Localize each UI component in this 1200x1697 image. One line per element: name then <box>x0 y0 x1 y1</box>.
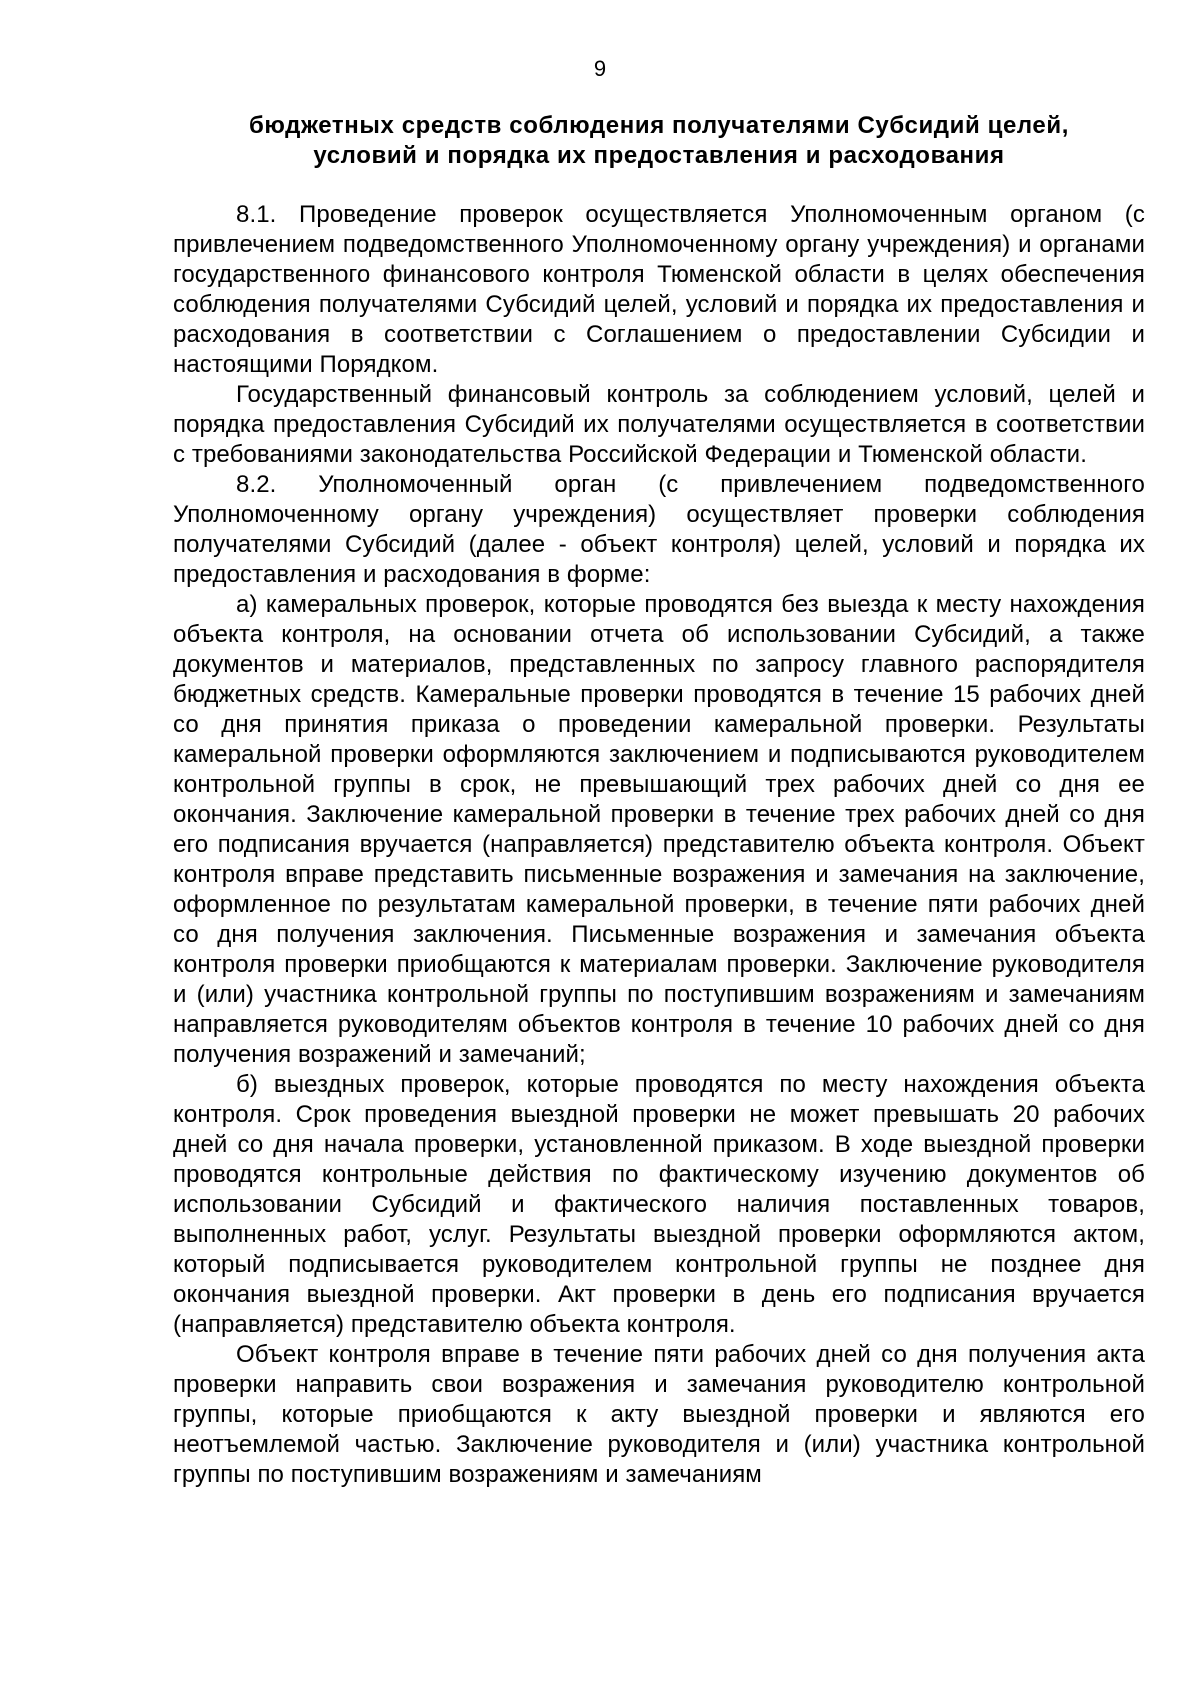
paragraph-desk-audits: а) камеральных проверок, которые проводятся без выезда к месту нахождения объекта контроля, на основании отчета об использовании Субсидий, а также документов и материалов, представленных по запросу главного распорядителя бюджетных средств. Камеральные проверки проводятся в течение 15 рабочих дней со дня принятия приказа о проведении камеральной проверки. Результаты камеральной проверки оформляются заключением и подписываются руководителем контрольной группы в срок, не превышающий трех рабочих дней со дня ее окончания. Заключение камеральной проверки в течение трех рабочих дней со дня его подписания вручается (направляется) представителю объекта контроля. Объект контроля вправе представить письменные возражения и замечания на заключение, оформленное по результатам камеральной проверки, в течение пяти рабочих дней со дня получения заключения. Письменные возражения и замечания объекта контроля проверки приобщаются к материалам проверки. Заключение руководителя и (или) участника контрольной группы по поступившим возражениям и замечаниям направляется руководителям объектов контроля в течение 10 рабочих дней со дня получения возражений и замечаний; <box>173 591 1145 1068</box>
page-number: 9 <box>593 56 607 81</box>
section-heading <box>173 111 1145 171</box>
paragraph-field-audits: б) выездных проверок, которые проводятся по месту нахождения объекта контроля. Срок проведения выездной проверки не может превышать 20 рабочих дней со дня начала проверки, установленной приказом. В ходе выездной проверки проводятся контрольные действия по фактическому изучению документов об использовании Субсидий и фактического наличия поставленных товаров, выполненных работ, услуг. Результаты выездной проверки оформляются актом, который подписывается руководителем контрольной группы не позднее дня окончания выездной проверки. Акт проверки в день его подписания вручается (направляется) представителю объекта контроля. <box>173 1071 1145 1338</box>
section-heading-line-1: бюджетных средств соблюдения получателями Субсидий целей, <box>248 112 1070 139</box>
paragraph-state-control: Государственный финансовый контроль за соблюдением условий, целей и порядка предоставления Субсидий их получателями осуществляется в соответствии с требованиями законодательства Российской Федерации и Тюменской области. <box>173 381 1145 468</box>
paragraph-8-2: 8.2. Уполномоченный орган (с привлечением подведомственного Уполномоченному органу учреждения) осуществляет проверки соблюдения получателями Субсидий (далее - объект контроля) целей, условий и порядка их предоставления и расходования в форме: <box>173 471 1145 588</box>
paragraph-objections: Объект контроля вправе в течение пяти рабочих дней со дня получения акта проверки направить свои возражения и замечания руководителю контрольной группы, которые приобщаются к акту выездной проверки и являются его неотъемлемой частью. Заключение руководителя и (или) участника контрольной группы по поступившим возражениям и замечаниям <box>173 1341 1145 1488</box>
paragraph-8-1: 8.1. Проведение проверок осуществляется Уполномоченным органом (с привлечением подведомственного Уполномоченному органу учреждения) и органами государственного финансового контроля Тюменской области в целях обеспечения соблюдения получателями Субсидий целей, условий и порядка их предоставления и расходования в соответствии с Соглашением о предоставлении Субсидии и настоящими Порядком. <box>173 201 1145 378</box>
document-body <box>173 200 1145 1490</box>
section-heading-line-2: условий и порядка их предоставления и расходования <box>313 142 1005 169</box>
